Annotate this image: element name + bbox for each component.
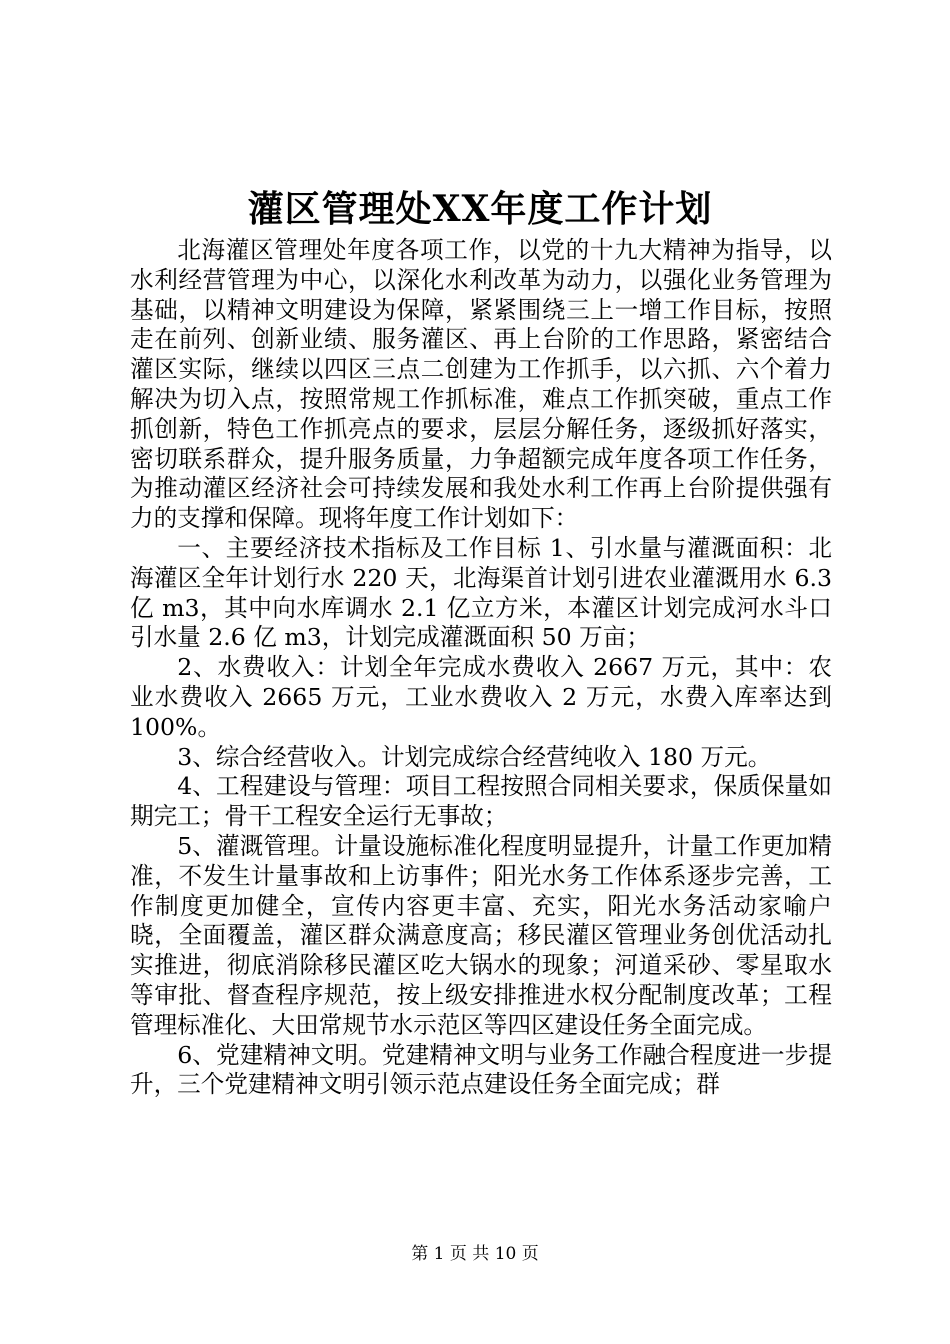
document-body [130, 236, 832, 1100]
page-number-footer: 第 1 页 共 10 页 [411, 1244, 539, 1264]
paragraph-business-income: 3、综合经营收入。计划完成综合经营纯收入 180 万元。 [177, 742, 772, 771]
paragraph-water-fee: 2、水费收入：计划全年完成水费收入 2667 万元，其中：农业水费收入 2665 万元，工业水费收入 2 万元，水费入库率达到 100%。 [130, 653, 832, 741]
document-title: 灌区管理处XX年度工作计划 [247, 188, 713, 230]
paragraph-targets: 一、主要经济技术指标及工作目标 1、引水量与灌溉面积：北海灌区全年计划行水 220 天，北海渠首计划引进农业灌溉用水 6.3 亿 m3，其中向水库调水 2.1 亿立方米，本灌区计划完成河水斗口引水量 2.6 亿 m3，计划完成灌溉面积 50 万亩； [130, 533, 832, 652]
paragraph-construction: 4、工程建设与管理：项目工程按照合同相关要求，保质保量如期完工；骨干工程安全运行无事故； [130, 772, 832, 831]
paragraph-intro: 北海灌区管理处年度各项工作，以党的十九大精神为指导，以水利经营管理为中心，以深化水利改革为动力，以强化业务管理为基础，以精神文明建设为保障，紧紧围绕三上一增工作目标，按照走在前列、创新业绩、服务灌区、再上台阶的工作思路，紧密结合灌区实际，继续以四区三点二创建为工作抓手，以六抓、六个着力解决为切入点，按照常规工作抓标准，难点工作抓突破，重点工作抓创新，特色工作抓亮点的要求，层层分解任务，逐级抓好落实，密切联系群众，提升服务质量，力争超额完成年度各项工作任务，为推动灌区经济社会可持续发展和我处水利工作再上台阶提供强有力的支撑和保障。现将年度工作计划如下： [130, 236, 832, 533]
paragraph-party-building: 6、党建精神文明。党建精神文明与业务工作融合程度进一步提升，三个党建精神文明引领示范点建设任务全面完成；群 [130, 1040, 832, 1099]
paragraph-irrigation: 5、灌溉管理。计量设施标准化程度明显提升，计量工作更加精准，不发生计量事故和上访事件；阳光水务工作体系逐步完善，工作制度更加健全，宣传内容更丰富、充实，阳光水务活动家喻户晓，全面覆盖，灌区群众满意度高；移民灌区管理业务创优活动扎实推进，彻底消除移民灌区吃大锅水的现象；河道采砂、零星取水等审批、督查程序规范，按上级安排推进水权分配制度改革；工程管理标准化、大田常规节水示范区等四区建设任务全面完成。 [130, 831, 832, 1039]
